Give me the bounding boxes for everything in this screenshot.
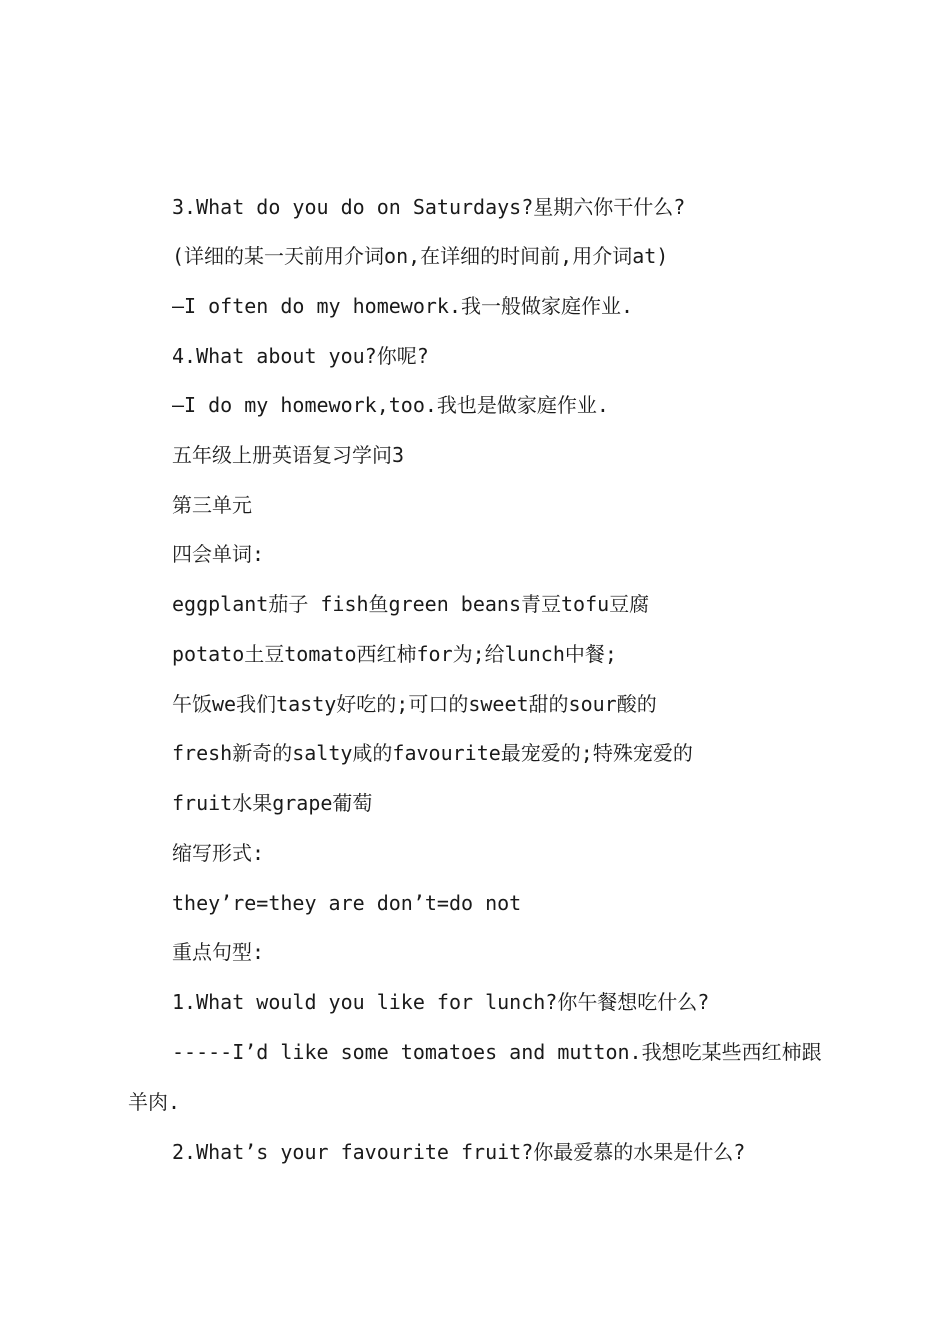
text-line: 4.What about you?你呢? xyxy=(172,344,429,368)
vocab-heading: 四会单词: xyxy=(172,542,265,566)
text-line: —I do my homework,too.我也是做家庭作业. xyxy=(172,393,609,417)
text-line: potato土豆tomato西红柿for为;给lunch中餐; xyxy=(172,642,617,666)
abbreviation-heading: 缩写形式: xyxy=(172,841,265,865)
section-heading: 五年级上册英语复习学问3 xyxy=(172,443,405,467)
text-line: fresh新奇的salty咸的favourite最宠爱的;特殊宠爱的 xyxy=(172,741,693,765)
sentence-pattern-heading: 重点句型: xyxy=(172,940,265,964)
text-line: they’re=they are don’t=do not xyxy=(172,891,522,915)
text-line: fruit水果grape葡萄 xyxy=(172,791,373,815)
text-line: (详细的某一天前用介词on,在详细的时间前,用介词at) xyxy=(172,244,669,268)
unit-heading: 第三单元 xyxy=(172,493,252,517)
text-line: 羊肉. xyxy=(128,1090,181,1114)
text-line: 2.What’s your favourite fruit?你最爱慕的水果是什么? xyxy=(172,1140,746,1164)
text-line: —I often do my homework.我一般做家庭作业. xyxy=(172,294,634,318)
text-line: 1.What would you like for lunch?你午餐想吃什么? xyxy=(172,990,710,1014)
text-line: 3.What do you do on Saturdays?星期六你干什么? xyxy=(172,195,686,219)
text-line: eggplant茄子 fish鱼green beans青豆tofu豆腐 xyxy=(172,592,650,616)
text-line: -----I’d like some tomatoes and mutton.我想吃某些西红柿跟 xyxy=(172,1040,822,1064)
text-line: 午饭we我们tasty好吃的;可口的sweet甜的sour酸的 xyxy=(172,692,657,716)
